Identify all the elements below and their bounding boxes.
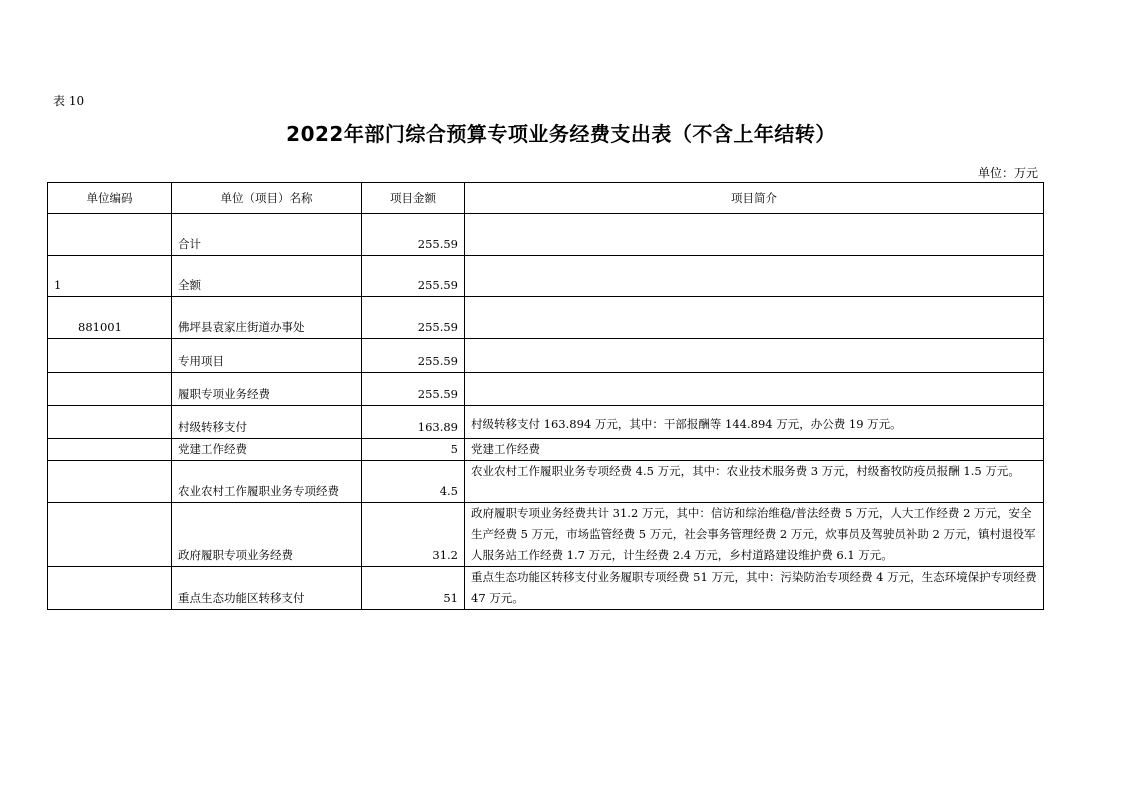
cell-code (48, 461, 172, 503)
unit-label: 单位：万元 (977, 166, 1038, 180)
table-row (48, 214, 1044, 256)
table-row (48, 406, 1044, 439)
cell-code: 1 (48, 256, 172, 297)
cell-name: 村级转移支付 (172, 406, 362, 439)
cell-amount: 5 (362, 439, 465, 461)
cell-name: 重点生态功能区转移支付 (172, 567, 362, 610)
cell-description (465, 339, 1044, 373)
table-row (48, 503, 1044, 567)
cell-amount: 163.89 (362, 406, 465, 439)
page-title: 2022年部门综合预算专项业务经费支出表（不含上年结转） (286, 122, 836, 146)
cell-code (48, 503, 172, 567)
cell-name: 党建工作经费 (172, 439, 362, 461)
table-row (48, 461, 1044, 503)
table-header-row (48, 183, 1044, 214)
cell-amount: 31.2 (362, 503, 465, 567)
cell-name: 全额 (172, 256, 362, 297)
cell-description: 党建工作经费 (465, 439, 1044, 461)
column-header-amount: 项目金额 (362, 183, 465, 214)
cell-description (465, 373, 1044, 406)
cell-name: 履职专项业务经费 (172, 373, 362, 406)
cell-amount: 255.59 (362, 297, 465, 339)
cell-code (48, 214, 172, 256)
cell-amount: 255.59 (362, 214, 465, 256)
cell-description (465, 256, 1044, 297)
cell-name: 佛坪县袁家庄街道办事处 (172, 297, 362, 339)
cell-code (48, 339, 172, 373)
table-row (48, 256, 1044, 297)
cell-code: 881001 (48, 297, 172, 339)
cell-name: 合计 (172, 214, 362, 256)
cell-amount: 4.5 (362, 461, 465, 503)
cell-name: 政府履职专项业务经费 (172, 503, 362, 567)
table-row (48, 439, 1044, 461)
column-header-code: 单位编码 (48, 183, 172, 214)
table-row (48, 339, 1044, 373)
cell-amount: 255.59 (362, 373, 465, 406)
table-row (48, 373, 1044, 406)
cell-code (48, 406, 172, 439)
cell-description: 政府履职专项业务经费共计 31.2 万元，其中：信访和综治维稳/普法经费 5 万元，人大工作经费 2 万元，安全生产经费 5 万元，市场监管经费 5 万元，社会事务管理经费 2 万元，炊事员及驾驶员补助 2 万元，镇村退役军人服务站工作经费 1.7 万元，计生经费 2.4 万元，乡村道路建设维护费 6.1 万元。 (465, 503, 1044, 567)
cell-description: 重点生态功能区转移支付业务履职专项经费 51 万元，其中：污染防治专项经费 4 万元，生态环境保护专项经费 47 万元。 (465, 567, 1044, 610)
cell-amount: 255.59 (362, 256, 465, 297)
cell-code (48, 439, 172, 461)
cell-amount: 51 (362, 567, 465, 610)
cell-description (465, 214, 1044, 256)
cell-name: 专用项目 (172, 339, 362, 373)
budget-table (47, 182, 1044, 610)
cell-amount: 255.59 (362, 339, 465, 373)
cell-description: 农业农村工作履职业务专项经费 4.5 万元，其中：农业技术服务费 3 万元，村级畜牧防疫员报酬 1.5 万元。 (465, 461, 1044, 503)
column-header-name: 单位（项目）名称 (172, 183, 362, 214)
cell-code (48, 567, 172, 610)
cell-code (48, 373, 172, 406)
table-row (48, 297, 1044, 339)
cell-description: 村级转移支付 163.894 万元，其中：干部报酬等 144.894 万元，办公费 19 万元。 (465, 406, 1044, 439)
table-number: 表 10 (53, 94, 85, 108)
table-row (48, 567, 1044, 610)
cell-description (465, 297, 1044, 339)
cell-name: 农业农村工作履职业务专项经费 (172, 461, 362, 503)
column-header-description: 项目简介 (465, 183, 1044, 214)
